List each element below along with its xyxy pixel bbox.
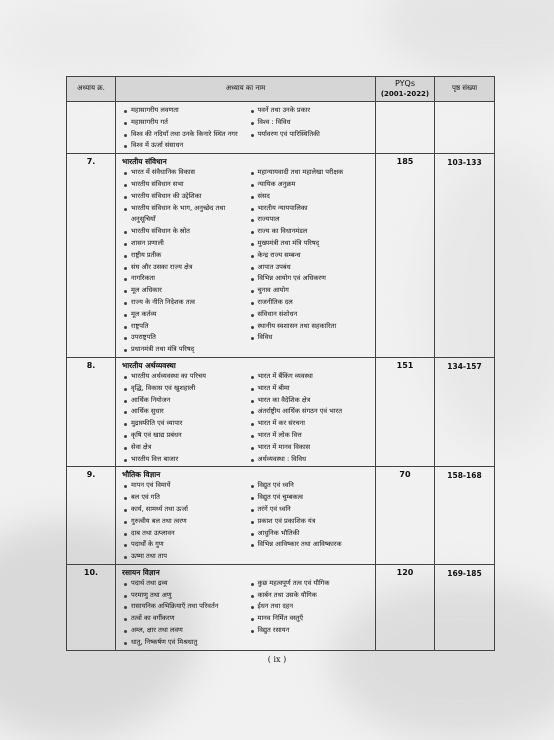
chapter-number	[67, 102, 116, 154]
topic-column-right	[249, 105, 376, 152]
topic-item: बल एवं गति	[122, 492, 249, 504]
topic-item: संघ और उसका राज्य क्षेत्र	[122, 262, 249, 274]
topic-item: विश्व : विविध	[249, 117, 376, 129]
chapter-row	[67, 467, 495, 565]
topic-column-right	[249, 578, 376, 649]
topic-item: कृषि एवं खाद्य प्रबंधन	[122, 430, 249, 442]
pyq-count: 185	[376, 154, 435, 358]
topic-item: अर्थव्यवस्था : विविध	[249, 454, 376, 466]
topic-item: उपराष्ट्रपति	[122, 332, 249, 344]
topic-item: कार्बन तथा उसके यौगिक	[249, 590, 376, 602]
page-range: 158-168	[435, 467, 495, 565]
topic-item: आर्थिक सुधार	[122, 406, 249, 418]
topic-item: भारत का वैदेशिक क्षेत्र	[249, 395, 376, 407]
topic-item: ईंधन तथा दहन	[249, 601, 376, 613]
chapter-number: 9.	[67, 467, 116, 565]
background-shade	[380, 0, 554, 80]
header-pyqs	[376, 77, 435, 102]
topic-item: अंतर्राष्ट्रीय आर्थिक संगठन एवं भारत	[249, 406, 376, 418]
page-range: 103-133	[435, 154, 495, 358]
chapter-number: 10.	[67, 564, 116, 650]
header-chapter-no: अध्याय क्र.	[67, 77, 116, 102]
topic-item: महासागरीय गर्त	[122, 117, 249, 129]
topic-item: भारत में कर संरचना	[249, 418, 376, 430]
page-range: 134-157	[435, 357, 495, 466]
topic-column-left	[122, 480, 249, 563]
topic-item: आर्थिक नियोजन	[122, 395, 249, 407]
chapter-number: 7.	[67, 154, 116, 358]
topic-item: धातु, निष्कर्षण एवं मिश्रधातु	[122, 637, 249, 649]
topic-item: संविधान संशोधन	[249, 309, 376, 321]
topic-item: कार्य, सामर्थ्य तथा ऊर्जा	[122, 504, 249, 516]
topic-item: स्थानीय स्वशासन तथा सहकारिता	[249, 321, 376, 333]
topic-item: राज्य के नीति निदेशक तत्व	[122, 297, 249, 309]
topic-item: भारतीय संविधान सभा	[122, 179, 249, 191]
topic-item: भारतीय वित्त बाजार	[122, 454, 249, 466]
background-shade	[0, 0, 200, 80]
topic-item: विद्युत रसायन	[249, 625, 376, 637]
topic-item: तरंगें एवं ध्वनि	[249, 504, 376, 516]
contents-table	[66, 76, 495, 651]
topic-item: मूल कर्तव्य	[122, 309, 249, 321]
chapter-title: भारतीय अर्थव्यवस्था	[122, 360, 176, 370]
topic-item: परमाणु तथा अणु	[122, 590, 249, 602]
header-pyqs-range: (2001-2022)	[380, 90, 430, 98]
topic-item: अम्ल, क्षार तथा लवण	[122, 625, 249, 637]
chapter-row	[67, 357, 495, 466]
topic-item: वृद्धि, विकास एवं खुशहाली	[122, 383, 249, 395]
pyq-count	[376, 102, 435, 154]
header-pyqs-label: PYQs	[395, 79, 415, 88]
topic-item: आधुनिक भौतिकी	[249, 528, 376, 540]
chapter-row	[67, 564, 495, 650]
topic-item: भारतीय न्यायपालिका	[249, 203, 376, 215]
page-range: 169-185	[435, 564, 495, 650]
topic-item: शासन प्रणाली	[122, 238, 249, 250]
chapter-content	[116, 564, 376, 650]
chapter-row	[67, 154, 495, 358]
pyq-count: 151	[376, 357, 435, 466]
topic-column-left	[122, 578, 249, 649]
topic-item: मुद्रास्फीति एवं व्यापार	[122, 418, 249, 430]
topic-item: मानव निर्मित वस्तुएँ	[249, 613, 376, 625]
topic-item: राज्य का विधानमंडल	[249, 226, 376, 238]
topic-item: भारतीय अर्थव्यवस्था का परिचय	[122, 371, 249, 383]
chapter-title: भौतिक विज्ञान	[122, 470, 161, 480]
topic-item: भारतीय संविधान की उद्देशिका	[122, 191, 249, 203]
topic-item: भारत में मानव विकास	[249, 442, 376, 454]
chapter-content	[116, 154, 376, 358]
topic-item: भारत में बैंकिंग व्यवस्था	[249, 371, 376, 383]
pyq-count: 70	[376, 467, 435, 565]
topic-item: विश्व में ऊर्जा संसाधन	[122, 140, 249, 152]
chapter-title: रसायन विज्ञान	[122, 567, 160, 577]
chapter-row	[67, 102, 495, 154]
topic-item: गुरुत्वीय बल तथा त्वरण	[122, 516, 249, 528]
topic-column-right	[249, 371, 376, 465]
topic-item: पदार्थ तथा द्रव्य	[122, 578, 249, 590]
header-chapter-name: अध्याय का नाम	[116, 77, 376, 102]
chapter-title: भारतीय संविधान	[122, 157, 167, 167]
topic-item: मापन एवं विमायें	[122, 480, 249, 492]
topic-item: विभिन्न आयोग एवं अधिकरण	[249, 273, 376, 285]
topic-item: पदार्थों के गुण	[122, 539, 249, 551]
topic-item: भारतीय संविधान के भाग, अनुच्छेद तथा	[122, 203, 249, 215]
topic-item: राष्ट्रपति	[122, 321, 249, 333]
topic-item: भारत में संवैधानिक विकास	[122, 167, 249, 179]
topic-item: मुख्यमंत्री तथा मंत्रि परिषद्	[249, 238, 376, 250]
topic-column-left	[122, 371, 249, 465]
topic-item: विभिन्न आविष्कार तथा आविष्कारक	[249, 539, 376, 551]
topic-item: विद्युत एवं चुम्बकत्व	[249, 492, 376, 504]
chapter-number: 8.	[67, 357, 116, 466]
topic-item: विद्युत एवं ध्वनि	[249, 480, 376, 492]
topic-item: पवनें तथा उनके प्रकार	[249, 105, 376, 117]
topic-item: दाब तथा उत्प्लावन	[122, 528, 249, 540]
topic-column-left	[122, 167, 249, 356]
topic-item: नागरिकता	[122, 273, 249, 285]
topic-item: राजनीतिक दल	[249, 297, 376, 309]
page-range	[435, 102, 495, 154]
topic-item: संसद	[249, 191, 376, 203]
topic-item: महासागरीय लवणता	[122, 105, 249, 117]
topic-item: आपात उपबंध	[249, 262, 376, 274]
topic-column-left	[122, 105, 249, 152]
topic-item: विविध	[249, 332, 376, 344]
topic-item: कुछ महत्वपूर्ण तत्व एवं यौगिक	[249, 578, 376, 590]
topic-item: मूल अधिकार	[122, 285, 249, 297]
topic-item: न्यायिक अनुक्रम	[249, 179, 376, 191]
topic-item: पर्यावरण एवं पारिस्थितिकी	[249, 129, 376, 141]
pyq-count: 120	[376, 564, 435, 650]
topic-item: भारत में बीमा	[249, 383, 376, 395]
topic-item: विश्व की नदियाँ तथा उनके किनारे स्थित नगर	[122, 129, 249, 141]
topic-item: रासायनिक अभिक्रियाएँ तथा परिवर्तन	[122, 601, 249, 613]
topic-item: प्रकाश एवं प्रकाशिक यंत्र	[249, 516, 376, 528]
topic-item: राज्यपाल	[249, 214, 376, 226]
topic-column-right	[249, 167, 376, 356]
topic-item: ऊष्मा तथा ताप	[122, 551, 249, 563]
topic-item: केन्द्र राज्य सम्बन्ध	[249, 250, 376, 262]
header-page-no: पृष्ठ संख्या	[435, 77, 495, 102]
chapter-content	[116, 102, 376, 154]
chapter-content	[116, 357, 376, 466]
topic-item: प्रधानमंत्री तथा मंत्रि परिषद्	[122, 344, 249, 356]
chapter-content	[116, 467, 376, 565]
topic-item: तत्वों का वर्गीकरण	[122, 613, 249, 625]
topic-item: भारत में लोक वित्त	[249, 430, 376, 442]
table-header-row	[67, 77, 495, 102]
topic-column-right	[249, 480, 376, 563]
topic-item: भारतीय संविधान के स्रोत	[122, 226, 249, 238]
topic-item: अनुसूचियाँ	[131, 215, 156, 224]
topic-item: सेवा क्षेत्र	[122, 442, 249, 454]
page-number: ( ix )	[267, 655, 287, 664]
topic-item: चुनाव आयोग	[249, 285, 376, 297]
topic-item: महान्यायवादी तथा महालेखा परीक्षक	[249, 167, 376, 179]
topic-item: राष्ट्रीय प्रतीक	[122, 250, 249, 262]
